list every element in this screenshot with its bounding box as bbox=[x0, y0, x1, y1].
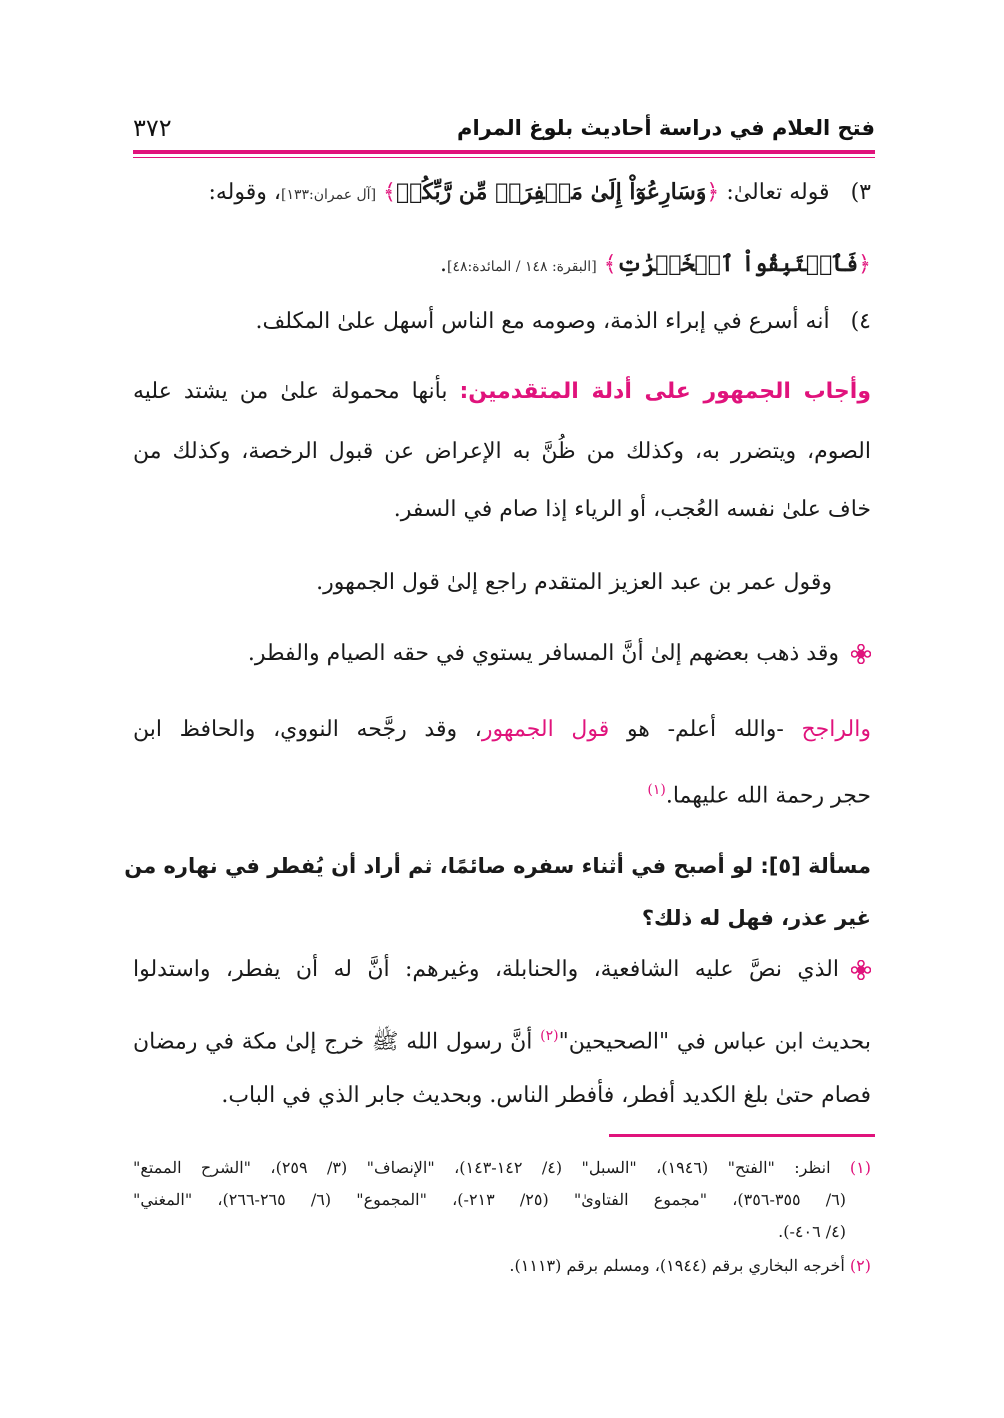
footnote-2-text: أخرجه البخاري برقم (١٩٤٤)، ومسلم برقم (١١١٣). bbox=[509, 1256, 845, 1275]
question-label: مسألة [٥]: bbox=[760, 854, 871, 878]
preferred-text-1: -والله أعلم- هو bbox=[626, 717, 784, 742]
answer2-text-2b: أنَّ رسول الله ﷺ خرج إلىٰ مكة في رمضان bbox=[133, 1029, 533, 1055]
answer-line-2: الصوم، ويتضرر به، وكذلك من ظُنَّ به الإعراض عن قبول الرخصة، وكذلك من bbox=[133, 439, 871, 464]
some-scholars-paragraph bbox=[248, 634, 871, 674]
flower-ornament-icon bbox=[851, 960, 871, 980]
answer-line-1 bbox=[133, 372, 871, 412]
footnote-separator bbox=[609, 1134, 875, 1137]
preferred-text-3: حجر رحمة الله عليهما. bbox=[665, 783, 871, 809]
answer-line-3: خاف علىٰ نفسه العُجب، أو الرياء إذا صام في السفر. bbox=[393, 497, 871, 522]
page-header bbox=[133, 110, 875, 150]
item-4 bbox=[255, 302, 871, 342]
header-rule-thick bbox=[133, 150, 875, 154]
answer2-line-1 bbox=[133, 950, 871, 990]
footnote-ref-2[interactable]: (٢) bbox=[540, 1028, 559, 1044]
answer-text-1: بأنها محمولة علىٰ من يشتد عليه bbox=[133, 379, 448, 404]
item-3-mid: ، وقوله: bbox=[208, 180, 281, 205]
question-line-2: غير عذر، فهل له ذلك؟ bbox=[641, 906, 871, 930]
footnote-ref-1[interactable]: (١) bbox=[647, 782, 666, 798]
preferred-label: والراجح bbox=[801, 717, 871, 742]
quran-verse-1: وَسَارِعُوٓاْ إِلَىٰ مَغۡفِرَةٖ مِّن رَّبِّكُمۡ bbox=[395, 179, 707, 205]
answer2-text-2a: بحديث ابن عباس في "الصحيحين" bbox=[558, 1029, 871, 1055]
question-line-1 bbox=[124, 846, 871, 886]
verse-bracket-open: ﴿ bbox=[706, 180, 720, 205]
item-number: ٣) bbox=[850, 180, 871, 205]
omar-paragraph: وقول عمر بن عبد العزيز المتقدم راجع إلىٰ قول الجمهور. bbox=[316, 570, 832, 595]
flower-ornament-icon bbox=[851, 644, 871, 664]
item-number: ٤) bbox=[850, 309, 871, 334]
header-rule-thin bbox=[133, 157, 875, 158]
page-number: ٣٧٢ bbox=[133, 114, 172, 142]
item-3-end: . bbox=[439, 252, 447, 277]
verse-bracket-open: ﴿ bbox=[858, 252, 871, 277]
verse-reference-1: [آل عمران:١٣٣] bbox=[280, 187, 377, 203]
answer-heading: وأجاب الجمهور على أدلة المتقدمين: bbox=[459, 379, 872, 404]
item-4-text: أنه أسرع في إبراء الذمة، وصومه مع الناس أسهل علىٰ المكلف. bbox=[255, 309, 830, 334]
preferred-line-1 bbox=[133, 710, 871, 750]
footnote-2 bbox=[133, 1252, 871, 1280]
question-text-1: لو أصبح في أثناء سفره صائمًا، ثم أراد أن يُفطر في نهاره من bbox=[124, 854, 754, 878]
item-3-line-2 bbox=[440, 244, 871, 287]
preferred-text-2: ، وقد رجَّحه النووي، والحافظ ابن bbox=[133, 717, 482, 742]
footnote-2-mark: (٢) bbox=[849, 1256, 871, 1275]
verse-bracket-close: ﴾ bbox=[383, 180, 396, 205]
verse-bracket-close: ﴾ bbox=[603, 252, 617, 277]
item-3-line-1 bbox=[208, 172, 871, 215]
answer2-line-3: فصام حتىٰ بلغ الكديد أفطر، فأفطر الناس. وبحديث جابر الذي في الباب. bbox=[221, 1083, 871, 1108]
footnote-1-line-2: (٦/ ٣٥٥-٣٥٦)، "مجموع الفتاوىٰ" (٢٥/ ٢١٣-)، "المجموع" (٦/ ٢٦٥-٢٦٦)، "المغني" bbox=[133, 1190, 847, 1209]
answer2-text-1: الذي نصَّ عليه الشافعية، والحنابلة، وغيرهم: أنَّ له أن يفطر، واستدلوا bbox=[133, 957, 839, 982]
answer2-line-2 bbox=[133, 1016, 871, 1062]
footnote-1-mark: (١) bbox=[849, 1158, 872, 1177]
footnote-1-line-1 bbox=[133, 1154, 871, 1182]
item-3-intro: قوله تعالىٰ: bbox=[726, 180, 830, 205]
verse-reference-2: [البقرة: ١٤٨ / المائدة:٤٨] bbox=[446, 259, 597, 275]
some-scholars-text: وقد ذهب بعضهم إلىٰ أنَّ المسافر يستوي في حقه الصيام والفطر. bbox=[247, 641, 839, 666]
quran-verse-2: فَٱسۡتَبِقُواْ ٱلۡخَيۡرَٰتِ bbox=[616, 251, 859, 277]
footnote-1-line-3: (٤/ ٤٠٦-). bbox=[778, 1222, 846, 1241]
footnote-1-text-1: انظر: "الفتح" (١٩٤٦)، "السبل" (٤/ ١٤٢-١٤٣)، "الإنصاف" (٣/ ٢٥٩)، "الشرح الممتع" bbox=[133, 1158, 831, 1177]
preferred-line-2 bbox=[647, 770, 871, 816]
preferred-highlight: قول الجمهور bbox=[481, 717, 610, 742]
book-title: فتح العلام في دراسة أحاديث بلوغ المرام bbox=[457, 116, 875, 140]
